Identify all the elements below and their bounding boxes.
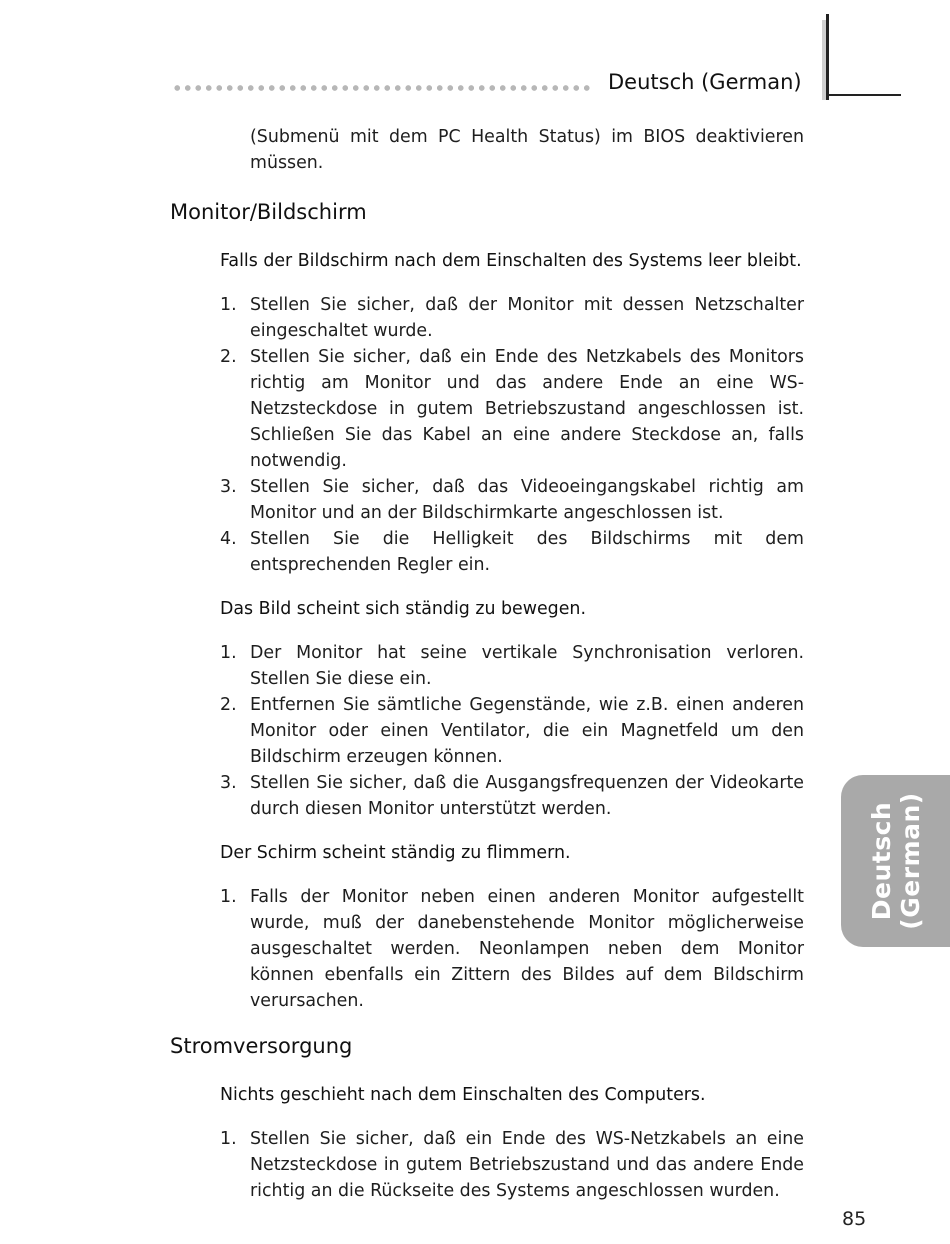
- step-text: Falls der Monitor neben einen anderen Monitor aufgestellt wurde, muß der danebenstehende Monitor möglicherweise ausgeschaltet werden. Neonlampen neben dem Monitor können ebenfalls ein Zittern des Bildes auf dem Bildschirm verursachen.: [250, 887, 804, 1011]
- language-side-tab: [841, 775, 950, 947]
- step-number: 1.: [220, 887, 237, 907]
- step-number: 3.: [220, 773, 237, 793]
- list-item: [220, 292, 804, 344]
- step-text: Stellen Sie sicher, daß die Ausgangsfrequenzen der Videokarte durch diesen Monitor unterstützt werden.: [250, 773, 804, 819]
- step-number: 1.: [220, 295, 237, 315]
- list-item: [220, 884, 804, 1014]
- step-text: Stellen Sie sicher, daß der Monitor mit dessen Netzschalter eingeschaltet wurde.: [250, 295, 804, 341]
- side-tab-line-1: Deutsch: [866, 801, 896, 921]
- intro-paragraph: (Submenü mit dem PC Health Status) im BIOS deaktivieren müssen.: [250, 127, 804, 173]
- corner-mark-vertical: [826, 14, 829, 100]
- step-text: Stellen Sie sicher, daß das Videoeingangskabel richtig am Monitor und an der Bildschirmkarte angeschlossen ist.: [250, 477, 804, 523]
- header-dot-leader: [172, 84, 594, 92]
- steps-list: [220, 292, 804, 578]
- step-text: Stellen Sie sicher, daß ein Ende des WS-Netzkabels an eine Netzsteckdose in gutem Betriebszustand und das andere Ende richtig an die Rückseite des Systems angeschlossen wurden.: [250, 1129, 804, 1201]
- list-item: [220, 474, 804, 526]
- list-item: [220, 344, 804, 474]
- step-text: Der Monitor hat seine vertikale Synchronisation verloren. Stellen Sie diese ein.: [250, 643, 804, 689]
- step-number: 4.: [220, 529, 237, 549]
- section-title-power: Stromversorgung: [170, 1034, 353, 1058]
- side-tab-line-2: (German): [895, 792, 925, 930]
- problem-heading: Falls der Bildschirm nach dem Einschalten des Systems leer bleibt.: [220, 251, 802, 271]
- problem-heading: Der Schirm scheint ständig zu flimmern.: [220, 843, 571, 863]
- section-title-monitor: Monitor/Bildschirm: [170, 200, 367, 224]
- step-number: 1.: [220, 643, 237, 663]
- corner-mark-horizontal: [829, 94, 901, 96]
- list-item: [220, 1126, 804, 1204]
- running-header-title: Deutsch (German): [608, 70, 802, 94]
- list-item: [220, 640, 804, 692]
- list-item: [220, 526, 804, 578]
- step-number: 1.: [220, 1129, 237, 1149]
- side-tab-label: [867, 792, 925, 929]
- step-text: Stellen Sie sicher, daß ein Ende des Netzkabels des Monitors richtig am Monitor und das andere Ende an eine WS-Netzsteckdose in gutem Betriebszustand angeschlossen ist. Schließen Sie das Kabel an eine andere Steckdose an, falls notwendig.: [250, 347, 804, 471]
- step-number: 2.: [220, 347, 237, 367]
- step-text: Stellen Sie die Helligkeit des Bildschirms mit dem entsprechenden Regler ein.: [250, 529, 804, 575]
- problem-heading: Nichts geschieht nach dem Einschalten des Computers.: [220, 1085, 706, 1105]
- steps-list: [220, 884, 804, 1014]
- page-number: 85: [842, 1208, 867, 1230]
- steps-list: [220, 640, 804, 822]
- step-number: 3.: [220, 477, 237, 497]
- step-number: 2.: [220, 695, 237, 715]
- problem-heading: Das Bild scheint sich ständig zu bewegen.: [220, 599, 586, 619]
- page-body: [170, 124, 804, 1222]
- list-item: [220, 692, 804, 770]
- step-text: Entfernen Sie sämtliche Gegenstände, wie z.B. einen anderen Monitor oder einen Ventilator, die ein Magnetfeld um den Bildschirm erzeugen können.: [250, 695, 804, 767]
- steps-list: [220, 1126, 804, 1204]
- list-item: [220, 770, 804, 822]
